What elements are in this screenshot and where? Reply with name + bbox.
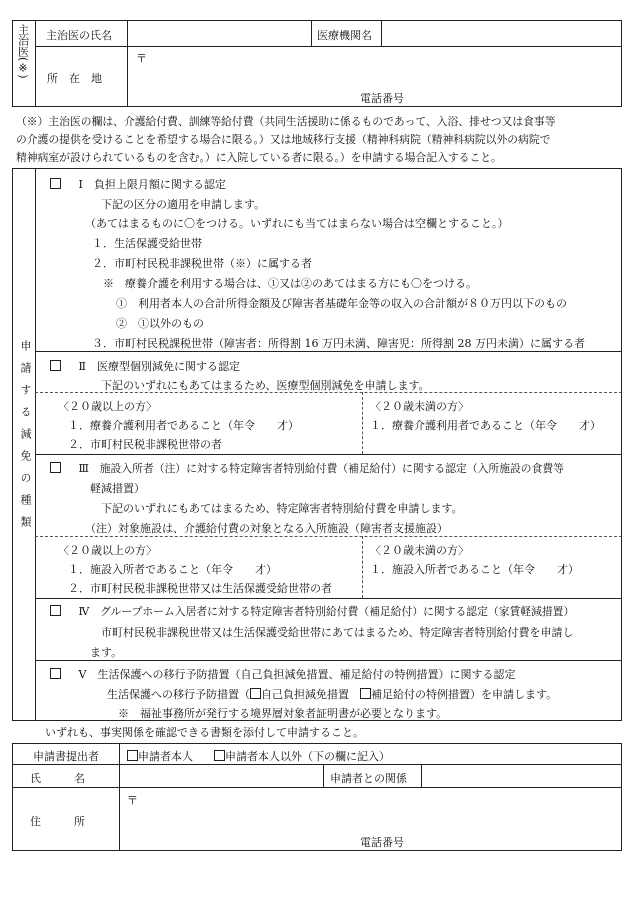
section2-checkbox[interactable] <box>50 360 61 371</box>
reduction-side-label <box>14 340 32 546</box>
note-line-2: の介護の提供を受けることを希望する場合に限る。）又は地域移行支援（精神科病院（精神科病院以外の病院で <box>16 133 551 146</box>
s5-opt1-label: 自己負担減免措置 <box>261 688 349 701</box>
s5-note: ※ 福祉事務所が発行する境界層対象者証明書が必要となります。 <box>118 707 448 720</box>
footer-note: いずれも、事実関係を確認できる書類を添付して申請すること。 <box>45 726 364 739</box>
section2-title[interactable] <box>50 358 240 374</box>
s3-under20-1: １．施設入所者であること（年令 才） <box>370 563 579 576</box>
s2-over20-head: 〈２０歳以上の方〉 <box>58 400 157 413</box>
submitter-name-field[interactable] <box>122 766 320 785</box>
s5-opt2-checkbox[interactable] <box>360 688 371 699</box>
s3-over20-1: １．施設入所者であること（年令 才） <box>68 563 277 576</box>
s5-line <box>107 686 557 702</box>
section2-title-text: Ⅱ 医療型個別減免に関する認定 <box>78 360 240 373</box>
section5-checkbox[interactable] <box>50 668 61 679</box>
s1-line-8: ３．市町村民税課税世帯（障害者：所得割 16 万円未満、障害児：所得割 28 万円未満）に属する者 <box>92 337 585 350</box>
doctor-section-label <box>14 24 32 82</box>
submitter-postal-mark: 〒 <box>127 794 138 807</box>
note-line-3: 精神病室が設けられているものを含む。）に入院している者に限る。）を申請する場合記入すること。 <box>16 151 502 164</box>
doctor-name-label: 主治医の氏名 <box>46 29 112 42</box>
s2-under20-head: 〈２０歳未満の方〉 <box>370 400 469 413</box>
s5-line-pre: 生活保護への移行予防措置（ <box>107 688 250 701</box>
submitter-other-label: 申請者本人以外（下の欄に記入） <box>225 750 390 763</box>
note-line-1: （※）主治医の欄は、介護給付費、訓練等給付費（共同生活援助に係るものであって、入浴、排せつ又は食事等 <box>16 115 556 128</box>
s2-line: 下記のいずれにもあてはまるため、医療型個別減免を申請します。 <box>101 379 430 392</box>
s1-line-4: ２．市町村民税非課税世帯（※）に属する者 <box>92 257 312 270</box>
section3-checkbox[interactable] <box>50 462 61 473</box>
s1-line-5: ※ 療養介護を利用する場合は、①又は②のあてはまる方にも〇をつける。 <box>103 277 477 290</box>
s1-line-3: １．生活保護受給世帯 <box>92 237 202 250</box>
relation-field[interactable] <box>424 766 618 785</box>
s2-under20-1: １．療養介護利用者であること（年令 才） <box>370 419 601 432</box>
reduction-side-text: 申請する減免の種類 <box>19 340 32 538</box>
relation-label: 申請者との関係 <box>330 772 407 785</box>
s3-title-2: 軽減措置） <box>90 482 145 495</box>
s3-note: （注）対象施設は、介護給付費の対象となる入所施設（障害者支援施設） <box>85 522 448 535</box>
institution-field[interactable] <box>384 22 618 44</box>
submitter-label: 申請書提出者 <box>33 750 99 763</box>
section1-title[interactable] <box>50 176 226 192</box>
s3-over20-2: ２．市町村民税非課税世帯又は生活保護受給世帯の者 <box>68 582 332 595</box>
section5-title-text: Ⅴ 生活保護への移行予防措置（自己負担減免措置、補足給付の特例措置）に関する認定 <box>78 668 516 681</box>
s3-under20-head: 〈２０歳未満の方〉 <box>370 544 469 557</box>
s1-line-7: ② ①以外のもの <box>116 317 204 330</box>
s2-over20-2: ２．市町村民税非課税世帯の者 <box>68 438 222 451</box>
doctor-postal-mark: 〒 <box>136 52 147 65</box>
section4-checkbox[interactable] <box>50 605 61 616</box>
submitter-phone-label: 電話番号 <box>360 836 404 849</box>
s3-line: 下記のいずれにもあてはまるため、特定障害者特別給付費を申請します。 <box>101 502 463 515</box>
submitter-self-label: 申請者本人 <box>138 750 193 763</box>
section1-title-text: Ⅰ 負担上限月額に関する認定 <box>78 178 226 191</box>
s1-line-2: （あてはまるものに〇をつける。いずれにも当てはまらない場合は空欄とすること。） <box>85 217 509 230</box>
s1-line-1: 下記の区分の適用を申請します。 <box>101 198 266 211</box>
section1-checkbox[interactable] <box>50 178 61 189</box>
section4-title-text: Ⅳ グループホーム入居者に対する特定障害者特別給付費（補足給付）に関する認定（家賃軽減措置） <box>78 605 575 618</box>
s5-line-post: ）を申請します。 <box>470 688 558 701</box>
s5-opt2-label: 補足給付の特例措置 <box>371 688 470 701</box>
doctor-address-label: 所 在 地 <box>47 72 102 85</box>
submitter-options <box>127 748 390 764</box>
section5-title[interactable] <box>50 666 515 682</box>
submitter-self-checkbox[interactable] <box>127 750 138 761</box>
section3-title[interactable] <box>50 461 564 476</box>
doctor-section-text: 主治医(※) <box>16 24 30 79</box>
doctor-name-field[interactable] <box>130 22 308 44</box>
doctor-phone-label: 電話番号 <box>360 92 404 105</box>
institution-label: 医療機関名 <box>317 29 372 42</box>
s1-line-6: ① 利用者本人の合計所得金額及び障害者基礎年金等の収入の合計額が８０万円以下のもの <box>116 297 567 310</box>
s3-over20-head: 〈２０歳以上の方〉 <box>58 544 157 557</box>
section3-title-text: Ⅲ 施設入所者（注）に対する特定障害者特別給付費（補足給付）に関する認定（入所施設の食費等 <box>78 462 564 475</box>
submitter-address-label: 住 所 <box>30 815 85 828</box>
s2-over20-1: １．療養介護利用者であること（年令 才） <box>68 419 299 432</box>
s4-line-1: 市町村民税非課税世帯又は生活保護受給世帯にあてはまるため、特定障害者特別給付費を申請し <box>101 626 574 639</box>
s4-line-2: ます。 <box>90 646 123 659</box>
submitter-name-label: 氏 名 <box>30 772 85 785</box>
s5-opt1-checkbox[interactable] <box>250 688 261 699</box>
submitter-other-checkbox[interactable] <box>214 750 225 761</box>
section4-title[interactable] <box>50 604 574 619</box>
